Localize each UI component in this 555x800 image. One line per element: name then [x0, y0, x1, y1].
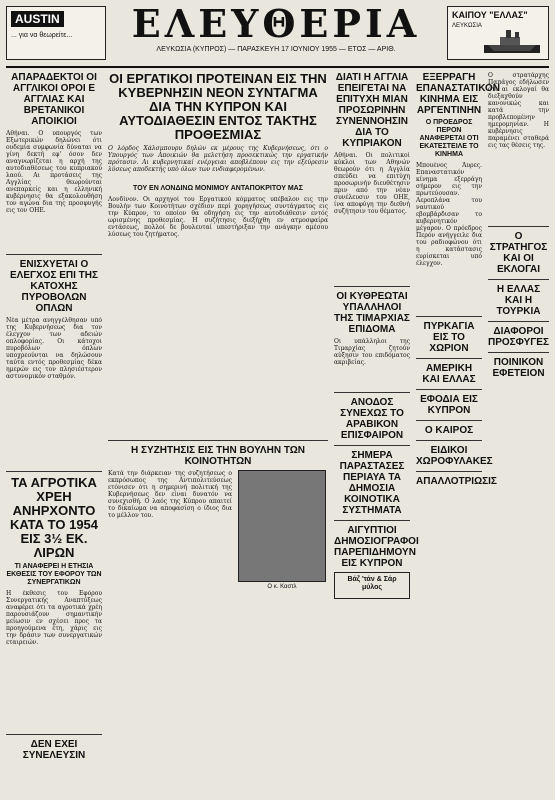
article-text: Αθήναι. Ο υπουργός των Εξωτερικών δηλώνει ότι ουδεμία συμφωνία δύναται να γίνη δεκτή εφ' όσον δεν αναγνωρίζεται η αρχή της αυτοδιαθέσεως του κυπριακού λαού. Αι προτάσεις της Αγγλίας θεωρούνται ανεπαρκείς και η ελληνική κυβέρνησις θα εξακολουθήση τον αγώνα δια της προσφυγής εις τον ΟΗΕ. [6, 130, 102, 214]
headline-poiniko-efeteio: ΠΟΙΝΙΚΟΝ ΕΦΕΤΕΙΟΝ [492, 357, 545, 379]
headline-kairos: Ο ΚΑΙΡΟΣ [424, 425, 474, 436]
headline-synelefsis: ΔΕΝ ΕΧΕΙ ΣΥΝΕΛΕΥΣΙΝ [22, 739, 86, 761]
headline-xorofylakes: ΕΙΔΙΚΟΙ ΧΩΡΟΦΥΛΑΚΕΣ [416, 445, 493, 467]
headline-apallotriosis: ΑΠΑΛΛΟΤΡΙΩΣΙΣ [416, 476, 497, 487]
headline-elegxos-oplon: ΕΝΙΣΧΥΕΤΑΙ Ο ΕΛΕΓΧΟΣ ΕΠΙ ΤΗΣ ΚΑΤΟΧΗΣ ΠΥΡΟΒΟΛΩΝ ΟΠΛΩΝ [9, 259, 99, 314]
austin-advertisement [6, 6, 106, 60]
headline-pyrkagia: ΠΥΡΚΑΓΙΑ ΕΙΣ ΤΟ ΧΩΡΙΟΝ [423, 321, 475, 354]
column-3 [334, 72, 419, 602]
article-text: Κατά την διάρκειαν της συζητήσεως ο εκπρόσωπος της Αντιπολιτεύσεως ετόνισεν ότι η σημερινή πολιτική της Κυβερνήσεως δεν είναι δυνατόν να συνεχισθή. Ο λαός της Κύπρου απαιτεί το δικαίωμα να αποφασίση ο ίδιος δια το μέλλον του. [108, 470, 232, 519]
headline-aggliki-oroi: ΑΠΑΡΑΔΕΚΤΟΙ ΟΙ ΑΓΓΛΙΚΟΙ ΟΡΟΙ Ε ΑΓΓΛΙΑΣ ΚΑΙ ΒΡΕΤΑΝΙΚΟΙ ΑΠΟΙΚΙΟΙ [11, 72, 97, 127]
byline: ΤΟΥ ΕΝ ΛΟΝΔΙΝΩ ΜΟΝΙΜΟΥ ΑΝΤΑΠΟΚΡΙΤΟΥ ΜΑΣ [133, 185, 303, 192]
article-text: Νέα μέτρα ανηγγέλθησαν υπό της Κυβερνήσεως δια τον έλεγχον των αδειών οπλοφορίας. Οι κάτοχοι πυροβόλων όπλων υποχρεούνται να δηλώσουν ταύτα εντός προθεσμίας δέκα ημερών εις τον πλησιέστερον αστυνομικόν σταθμόν. [6, 317, 102, 380]
article-text: Οι υπάλληλοι της Τιμαρχίας ζητούν αύξησιν του επιδόματος ακριβείας. [334, 338, 410, 366]
divider [416, 316, 482, 317]
subheadline: ΤΙ ΑΝΑΦΕΡΕΙ Η ΕΤΗΣΙΑ ΕΚΘΕΣΙΣ ΤΟΥ ΕΦΟΡΟΥ ΤΩΝ ΣΥΝΕΡΓΑΤΙΚΩΝ [6, 563, 102, 586]
photo-caption: Ο κ. Καστλ [267, 584, 297, 590]
masthead-rule [6, 66, 549, 68]
ship-ad-brand: ΚΑΙΠΟΥ "ΕΛΛΑΣ" [452, 10, 528, 20]
classified-advertisement [334, 572, 410, 599]
austin-logo: AUSTIN [11, 11, 64, 27]
headline-agrotika-xrei: ΤΑ ΑΓΡΟΤΙΚΑ ΧΡΕΗ ΑΝΗΡΧΟΝΤΟ ΚΑΤΑ ΤΟ 1954 ΕΙΣ 3½ ΕΚ. ΛΙΡΩΝ [9, 475, 99, 560]
newspaper-title: ΕΛΕΥΘΕΡΙΑ [131, 1, 421, 46]
headline-syzitisis: Η ΣΥΖΗΤΗΣΙΣ ΕΙΣ ΤΗΝ ΒΟΥΛΗΝ ΤΩΝ ΚΟΙΝΟΤΗΤΩΝ [131, 445, 305, 467]
divider [6, 471, 102, 472]
divider [334, 445, 410, 446]
headline-koinotika: ΣΗΜΕΡΑ ΠΑΡΑΣΤΑΣΕΣ ΠΕΡΙΑΥΑ ΤΑ ΔΗΜΟΣΙΑ ΚΟΙΝΟΤΙΚΑ ΣΥΣΤΗΜΑΤΑ [339, 450, 405, 516]
ad-text: Βάζ 'τάν & Σάρ μύλος [347, 576, 397, 591]
headline-aggleia-epeigetai: ΔΙΑΤΙ Η ΑΓΓΛΙΑ ΕΠΕΙΓΕΤΑΙ ΝΑ ΕΠΙΤΥΧΗ ΜΙΑΝ ΠΡΟΣΩΡΙΝΗΝ ΣΥΝΕΝΝΟΗΣΙΝ ΔΙΑ ΤΟ ΚΥΠΡΙΑΚΟΝ [335, 72, 409, 149]
divider [334, 392, 410, 393]
divider [416, 471, 482, 472]
divider [6, 734, 102, 735]
column-2 [108, 72, 328, 714]
divider [108, 440, 328, 441]
article-with-photo [108, 470, 328, 714]
article-text: Μπουένος Άυρες. Επαναστατικόν κίνημα εξερράγη σήμερον εις την πρωτεύουσαν. Αεροπλάνα του ναυτικού εβομβάρδισαν το κυβερνητικόν μέγαρον. Ο πρόεδρος Περόν ανήγγειλε δια του ραδιοφώνου ότι η κατάστασις ευρίσκεται υπό έλεγχον. [416, 162, 482, 267]
lead-summary: Ο λόρδος Χάλσμπουρυ δηλών εκ μέρους της Κυβερνήσεως, ότι ο Υπουργός των Αποικιών θα μελετήση προσεκτικώς την εργατικήν πρότασιν. Αι κυβερνητικαί ενέργειαι αποβλέπουν εις την εξεύρεσιν λύσεως αποδεκτής υπό όλων των ενδιαφερομένων. [108, 145, 328, 173]
ship-ad-sub: ΛΕΥΚΩΣΙΑ [452, 23, 482, 29]
ship-advertisement [447, 6, 549, 60]
masthead [6, 1, 549, 64]
divider [416, 420, 482, 421]
headline-dimosiografoi: ΑΙΓΥΠΤΙΟΙ ΔΗΜΟΣΙΟΓΡΑΦΟΙ ΠΑΡΕΠΙΔΗΜΟΥΝ ΕΙΣ ΚΥΠΡΟΝ [334, 525, 419, 569]
headline-araviko: ΑΝΟΔΟΣ ΣΥΝΕΧΩΣ ΤΟ ΑΡΑΒΙΚΟΝ ΕΠΙΣΦΑΙΡΟΝ [340, 397, 404, 441]
ship-icon [484, 27, 540, 53]
divider [488, 226, 549, 227]
headline-prosfyges: ΔΙΑΦΟΡΟΙ ΠΡΟΣΦΥΓΕΣ [488, 326, 549, 348]
article-text: Ο στρατάρχης Παπάγος εδήλωσεν ότι αι εκλογαί θα διεξαχθούν κανονικώς και κατά την προβλεπομένην ημερομηνίαν. Η κυβέρνησις παραμένει σταθερά εις τας θέσεις της. [488, 72, 549, 149]
divider [334, 520, 410, 521]
column-5 [488, 72, 549, 382]
article-text: Η έκθεσις του Εφόρου Συνεργατικής Αναπτύξεως αναφέρει ότι τα αγροτικά χρέη παρουσιάζουν σημαντικήν μείωσιν εν σχέσει προς τα προηγούμενα έτη, χάρις εις την δράσιν των συνεργατικών εταιρειών. [6, 590, 102, 646]
column-1 [6, 72, 102, 764]
headline-ameriki: ΑΜΕΡΙΚΗ ΚΑΙ ΕΛΛΑΣ [422, 363, 476, 385]
headline-ellas-tourkia: Η ΕΛΛΑΣ ΚΑΙ Η ΤΟΥΡΚΙΑ [496, 284, 541, 317]
photo-block [238, 470, 326, 714]
lead-headline: ΟΙ ΕΡΓΑΤΙΚΟΙ ΠΡΟΤΕΙΝΑΝ ΕΙΣ ΤΗΝ ΚΥΒΕΡΝΗΣΙΝ ΝΕΟΝ ΣΥΝΤΑΓΜΑ ΔΙΑ ΤΗΝ ΚΥΠΡΟΝ ΚΑΙ ΑΥΤΟΔΙΑΘΕΣΙΝ ΕΝΤΟΣ ΤΑΚΤΗΣ ΠΡΟΘΕΣΜΙΑΣ [109, 71, 327, 142]
dateline: ΛΕΥΚΩΣΙΑ (ΚΥΠΡΟΣ) — ΠΑΡΑΣΚΕΥΗ 17 ΙΟΥΝΙΟΥ 1955 — ΕΤΟΣ — ΑΡΙΘ. [156, 46, 396, 53]
divider [6, 254, 102, 255]
article-text: Αθήναι. Οι πολιτικοί κύκλοι των Αθηνών θεωρούν ότι η Αγγλία σπεύδει να επιτύχη προσωρινήν διευθέτησιν πριν από την νέαν συνέλευσιν του ΟΗΕ, ίνα αποφύγη την διεθνή συζήτησιν του θέματος. [334, 152, 410, 215]
divider [488, 352, 549, 353]
divider [416, 440, 482, 441]
portrait-photo [238, 470, 326, 582]
subheadline: Ο ΠΡΟΕΔΡΟΣ ΠΕΡΟΝ ΑΝΑΦΕΡΕΤΑΙ ΟΤΙ ΕΚΑΤΕΣΤΕΙΛΕ ΤΟ ΚΙΝΗΜΑ [419, 119, 479, 158]
divider [416, 358, 482, 359]
article-text: Λονδίνον. Οι αρχηγοί του Εργατικού κόμματος υπέβαλον εις την Βουλήν των Κοινοτήτων σχέδιον περί χορηγήσεως συντάγματος εις την Κύπρον, το οποίον θα οδηγήση εις την αυτοδιάθεσιν εντός ωρισμένης προθεσμίας. Η συζήτησις διεξήχθη εν ατμοσφαίρα εντάσεως, πολλοί δε βουλευταί υπεστήριξαν την ανάγκην αμέσου λύσεως του ζητήματος. [108, 196, 328, 238]
headline-efodia: ΕΦΟΔΙΑ ΕΙΣ ΚΥΠΡΟΝ [420, 394, 478, 416]
austin-ad-text: ... για να θεωρείτε... [11, 32, 73, 39]
headline-argentina: ΕΞΕΡΡΑΓΗ ΕΠΑΝΑΣΤΑΤΙΚΟΝ ΚΙΝΗΜΑ ΕΙΣ ΑΡΓΕΝΤΙΝΗΝ [416, 72, 500, 116]
headline-timarxia: ΟΙ ΚΥΘΡΕΩΤΑΙ ΥΠΑΛΛΗΛΟΙ ΤΗΣ ΤΙΜΑΡΧΙΑΣ ΕΠΙΔΟΜΑ [334, 291, 410, 335]
column-4 [416, 72, 500, 490]
divider [488, 321, 549, 322]
headline-stratigos: Ο ΣΤΡΑΤΗΓΟΣ ΚΑΙ ΟΙ ΕΚΛΟΓΑΙ [489, 231, 548, 275]
divider [488, 279, 549, 280]
divider [334, 286, 410, 287]
divider [416, 389, 482, 390]
